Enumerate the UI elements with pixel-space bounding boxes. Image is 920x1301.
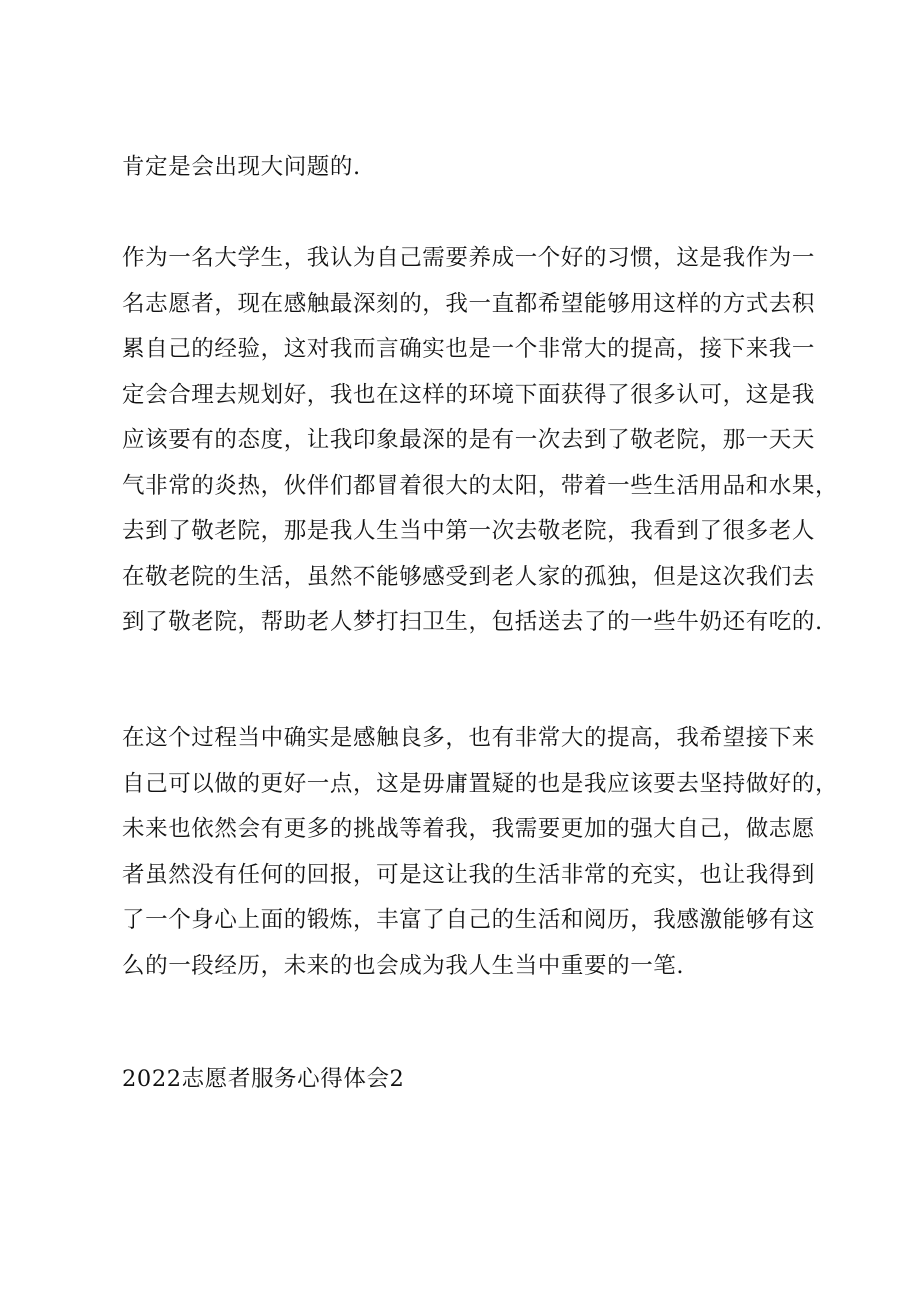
section-heading xyxy=(122,1057,834,1103)
section-heading-text: 2022志愿者服务心得体会2 xyxy=(122,1066,405,1092)
paragraph-line: 应该要有的态度，让我印象最深的是有一次去到了敬老院，那一天天 xyxy=(122,427,816,453)
paragraph-line: 者虽然没有任何的回报，可是这让我的生活非常的充实，也让我得到 xyxy=(122,861,816,888)
paragraph-line: 么的一段经历，未来的也会成为我人生当中重要的一笔. xyxy=(122,952,685,979)
paragraph-line: 自己可以做的更好一点，这是毋庸置疑的也是我应该要去坚持做好的， xyxy=(122,770,839,797)
paragraph-line: 到了敬老院，帮助老人梦打扫卫生，包括送去了的一些牛奶还有吃的. xyxy=(122,609,823,635)
paragraph-line: 定会合理去规划好，我也在这样的环境下面获得了很多认可，这是我 xyxy=(122,381,816,408)
paragraph-1 xyxy=(122,145,834,191)
paragraph-line: 了一个身心上面的锻炼，丰富了自己的生活和阅历，我感激能够有这 xyxy=(122,907,816,933)
paragraph-line: 累自己的经验，这对我而言确实也是一个非常大的提高，接下来我一 xyxy=(122,336,816,362)
paragraph-3 xyxy=(122,716,839,989)
paragraph-line: 作为一名大学生，我认为自己需要养成一个好的习惯，这是我作为一 xyxy=(122,245,816,271)
paragraph-line: 名志愿者，现在感触最深刻的，我一直都希望能够用这样的方式去积 xyxy=(122,290,816,317)
paragraph-line: 肯定是会出现大问题的. xyxy=(122,154,361,180)
paragraph-2 xyxy=(122,236,839,646)
paragraph-line: 未来也依然会有更多的挑战等着我，我需要更加的强大自己，做志愿 xyxy=(122,816,816,842)
paragraph-line: 气非常的炎热，伙伴们都冒着很大的太阳，带着一些生活用品和水果， xyxy=(122,472,839,499)
paragraph-line: 去到了敬老院，那是我人生当中第一次去敬老院，我看到了很多老人 xyxy=(122,518,816,544)
paragraph-line: 在敬老院的生活，虽然不能够感受到老人家的孤独，但是这次我们去 xyxy=(122,563,816,590)
paragraph-line: 在这个过程当中确实是感触良多，也有非常大的提高，我希望接下来 xyxy=(122,725,816,751)
